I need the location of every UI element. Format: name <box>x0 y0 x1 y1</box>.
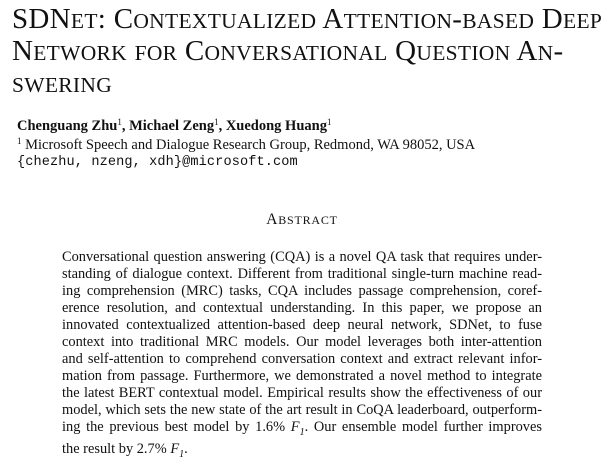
abstract-line: model, which sets the new state of the art result in CoQA leaderboard, outperform- <box>62 402 542 418</box>
author-email: {chezhu, nzeng, xdh}@microsoft.com <box>17 155 298 170</box>
author-name: Chenguang Zhu <box>17 118 118 134</box>
abstract-line: Conversational question answering (CQA) is a novel QA task that requires under- <box>62 249 542 265</box>
abstract-line: innovated contextualized attention-based deep neural network, SDNet, to fuse <box>62 317 542 333</box>
title-line-2: NETWORK FOR CONVERSATIONAL QUESTION AN- <box>12 35 564 67</box>
affiliation <box>17 137 475 154</box>
abstract-line: the result by 2.7% $F_1$. <box>62 440 188 460</box>
author-affiliation-marker: 1 <box>214 117 219 127</box>
affiliation-text: Microsoft Speech and Dialogue Research Group, Redmond, WA 98052, USA <box>21 137 476 153</box>
author-name: Michael Zeng <box>129 118 215 134</box>
abstract-line: the latest BERT contextual model. Empirical results show the effectiveness of our <box>62 385 542 401</box>
author-list: Chenguang Zhu$^1$, Michael Zeng$^1$, Xuedong Huang$^1$ <box>17 117 332 134</box>
abstract-line: context into traditional MRC models. Our model leverages both inter-attention <box>62 334 542 350</box>
title-line-1: SDNET: CONTEXTUALIZED ATTENTION-BASED DEEP <box>12 3 603 35</box>
abstract-line: erence resolution, and contextual understanding. In this paper, we propose an <box>62 300 542 316</box>
abstract-line: mation from passage. Furthermore, we demonstrated a novel method to integrate <box>62 368 542 384</box>
title-line-3: SWERING <box>12 73 113 97</box>
paper-title <box>12 3 603 100</box>
f1-metric: $F_1$ <box>170 440 185 460</box>
abstract-line: standing of dialogue context. Different from traditional single-turn machine read- <box>62 266 542 282</box>
abstract-line: ing the previous best model by 1.6% $F_1$. Our ensemble model further improves <box>62 419 542 438</box>
f1-metric: $F_1$ <box>290 419 305 438</box>
abstract-heading: ABSTRACT <box>266 211 338 228</box>
abstract-line: ing comprehension (MRC) tasks, CQA includes passage comprehension, coref- <box>62 283 542 299</box>
affiliation-marker: 1 <box>17 136 22 146</box>
author-affiliation-marker: 1 <box>117 117 122 127</box>
author-affiliation-marker: 1 <box>326 117 332 127</box>
abstract-body <box>62 249 542 463</box>
abstract-line: and self-attention to comprehend conversation context and extract relevant infor- <box>62 351 542 367</box>
author-name: Xuedong Huang <box>225 118 327 134</box>
